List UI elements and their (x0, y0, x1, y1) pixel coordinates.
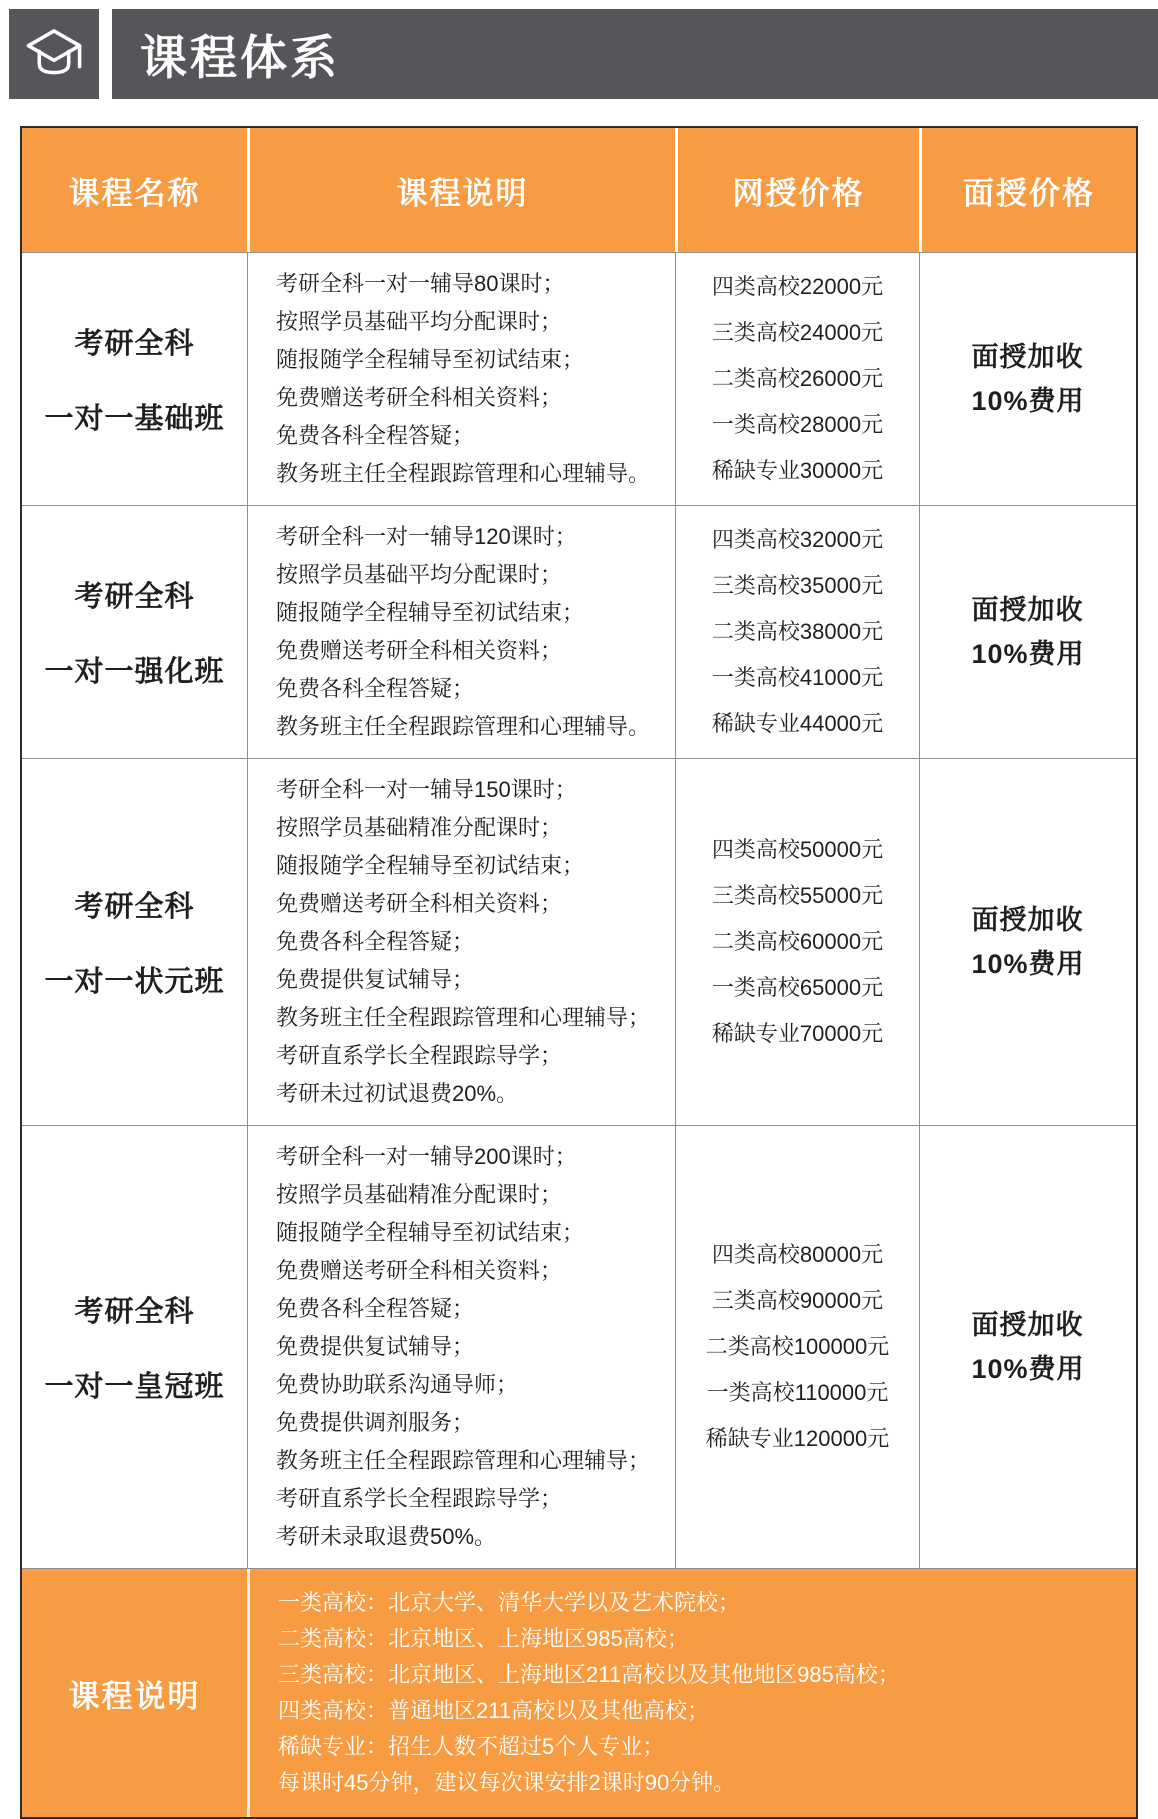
offline-price-cell (919, 253, 1136, 505)
table-row-champion-class (22, 758, 1136, 1125)
description-line: 免费各科全程答疑； (276, 1296, 475, 1321)
online-price-line: 三类高校55000元 (711, 883, 884, 908)
course-name-cell (22, 759, 247, 1125)
logo-box (9, 9, 99, 99)
course-name-line: 考研全科 (74, 581, 195, 613)
footer-notes-cell (247, 1569, 1136, 1817)
description-line: 教务班主任全程跟踪管理和心理辅导。 (276, 461, 651, 486)
online-price-cell (675, 1126, 919, 1568)
column-header-course-name: 课程名称 (22, 128, 247, 252)
description-line: 免费提供复试辅导； (276, 1334, 475, 1359)
offline-price-cell (919, 506, 1136, 758)
description-line: 按照学员基础精准分配课时； (276, 1182, 563, 1207)
offline-price-line: 10%费用 (971, 386, 1085, 416)
course-name-line: 一对一强化班 (44, 656, 225, 688)
page-title: 课程体系 (140, 30, 340, 84)
description-line: 随报随学全程辅导至初试结束； (276, 600, 585, 625)
offline-price-cell (919, 1126, 1136, 1568)
table-row-intensive-class (22, 505, 1136, 758)
footer-label: 课程说明 (68, 1678, 201, 1714)
column-header-online-price: 网授价格 (675, 128, 919, 252)
online-price-line: 二类高校26000元 (711, 366, 884, 391)
description-line: 教务班主任全程跟踪管理和心理辅导； (276, 1005, 651, 1030)
footer-note-line: 三类高校：北京地区、上海地区211高校以及其他地区985高校； (278, 1662, 900, 1687)
online-price-line: 二类高校60000元 (711, 929, 884, 954)
course-description-cell (247, 253, 675, 505)
description-line: 考研未过初试退费20%。 (276, 1081, 519, 1106)
online-price-line: 三类高校24000元 (711, 320, 884, 345)
course-description-cell (247, 1126, 675, 1568)
description-line: 免费各科全程答疑； (276, 929, 475, 954)
online-price-line: 稀缺专业120000元 (705, 1426, 890, 1451)
description-line: 按照学员基础平均分配课时； (276, 309, 563, 334)
online-price-line: 四类高校22000元 (711, 274, 884, 299)
description-line: 按照学员基础平均分配课时； (276, 562, 563, 587)
offline-price-line: 面授加收 (971, 342, 1084, 372)
offline-price-line: 10%费用 (971, 949, 1085, 979)
description-line: 免费各科全程答疑； (276, 676, 475, 701)
footer-note-line: 二类高校：北京地区、上海地区985高校； (278, 1626, 689, 1651)
description-line: 按照学员基础精准分配课时； (276, 815, 563, 840)
title-bar (112, 9, 1158, 99)
description-line: 考研全科一对一辅导200课时； (276, 1144, 577, 1169)
online-price-line: 三类高校35000元 (711, 573, 884, 598)
description-line: 免费协助联系沟通导师； (276, 1372, 519, 1397)
description-line: 免费赠送考研全科相关资料； (276, 891, 563, 916)
course-name-line: 一对一状元班 (44, 966, 225, 998)
description-line: 考研全科一对一辅导80课时； (276, 271, 565, 296)
course-description-cell (247, 506, 675, 758)
offline-price-line: 面授加收 (971, 905, 1084, 935)
online-price-line: 稀缺专业44000元 (711, 711, 884, 736)
description-line: 随报随学全程辅导至初试结束； (276, 1220, 585, 1245)
description-line: 考研未录取退费50%。 (276, 1524, 497, 1549)
description-line: 免费赠送考研全科相关资料； (276, 385, 563, 410)
online-price-line: 一类高校28000元 (711, 412, 884, 437)
column-header-course-description: 课程说明 (247, 128, 675, 252)
online-price-line: 四类高校32000元 (711, 527, 884, 552)
online-price-cell (675, 506, 919, 758)
online-price-line: 二类高校38000元 (711, 619, 884, 644)
course-name-cell (22, 1126, 247, 1568)
course-name-line: 考研全科 (74, 328, 195, 360)
graduation-cap-icon (22, 22, 86, 86)
table-header-row (22, 128, 1136, 252)
course-name-line: 一对一皇冠班 (44, 1371, 225, 1403)
online-price-line: 一类高校65000元 (711, 975, 884, 1000)
description-line: 教务班主任全程跟踪管理和心理辅导； (276, 1448, 651, 1473)
offline-price-line: 10%费用 (971, 639, 1085, 669)
online-price-line: 稀缺专业30000元 (711, 458, 884, 483)
course-table (20, 126, 1138, 1819)
description-line: 免费提供调剂服务； (276, 1410, 475, 1435)
course-description-cell (247, 759, 675, 1125)
online-price-cell (675, 759, 919, 1125)
offline-price-line: 10%费用 (971, 1354, 1085, 1384)
description-line: 免费赠送考研全科相关资料； (276, 1258, 563, 1283)
footer-note-line: 一类高校：北京大学、清华大学以及艺术院校； (278, 1590, 741, 1615)
online-price-line: 三类高校90000元 (711, 1288, 884, 1313)
description-line: 免费提供复试辅导； (276, 967, 475, 992)
online-price-line: 稀缺专业70000元 (711, 1021, 884, 1046)
online-price-line: 一类高校110000元 (706, 1380, 889, 1405)
description-line: 随报随学全程辅导至初试结束； (276, 853, 585, 878)
online-price-line: 四类高校50000元 (711, 837, 884, 862)
course-name-line: 考研全科 (74, 1296, 195, 1328)
online-price-line: 二类高校100000元 (705, 1334, 890, 1359)
table-footer-row (22, 1568, 1136, 1817)
description-line: 免费各科全程答疑； (276, 423, 475, 448)
offline-price-line: 面授加收 (971, 1310, 1084, 1340)
top-header-bar (0, 0, 1158, 99)
description-line: 考研全科一对一辅导120课时； (276, 524, 577, 549)
column-header-offline-price: 面授价格 (919, 128, 1136, 252)
description-line: 考研直系学长全程跟踪导学； (276, 1043, 563, 1068)
online-price-line: 四类高校80000元 (711, 1242, 884, 1267)
course-name-line: 一对一基础班 (44, 403, 225, 435)
online-price-cell (675, 253, 919, 505)
course-name-cell (22, 506, 247, 758)
footer-note-line: 四类高校：普通地区211高校以及其他高校； (278, 1698, 710, 1723)
description-line: 免费赠送考研全科相关资料； (276, 638, 563, 663)
course-name-cell (22, 253, 247, 505)
description-line: 随报随学全程辅导至初试结束； (276, 347, 585, 372)
description-line: 考研全科一对一辅导150课时； (276, 777, 577, 802)
online-price-line: 一类高校41000元 (711, 665, 884, 690)
description-line: 教务班主任全程跟踪管理和心理辅导。 (276, 714, 651, 739)
footer-note-line: 稀缺专业：招生人数不超过5个人专业； (278, 1734, 665, 1759)
table-row-crown-class (22, 1125, 1136, 1568)
offline-price-line: 面授加收 (971, 595, 1084, 625)
course-name-line: 考研全科 (74, 891, 195, 923)
offline-price-cell (919, 759, 1136, 1125)
table-row-basic-class (22, 252, 1136, 505)
description-line: 考研直系学长全程跟踪导学； (276, 1486, 563, 1511)
footer-note-line: 每课时45分钟，建议每次课安排2课时90分钟。 (278, 1770, 736, 1795)
